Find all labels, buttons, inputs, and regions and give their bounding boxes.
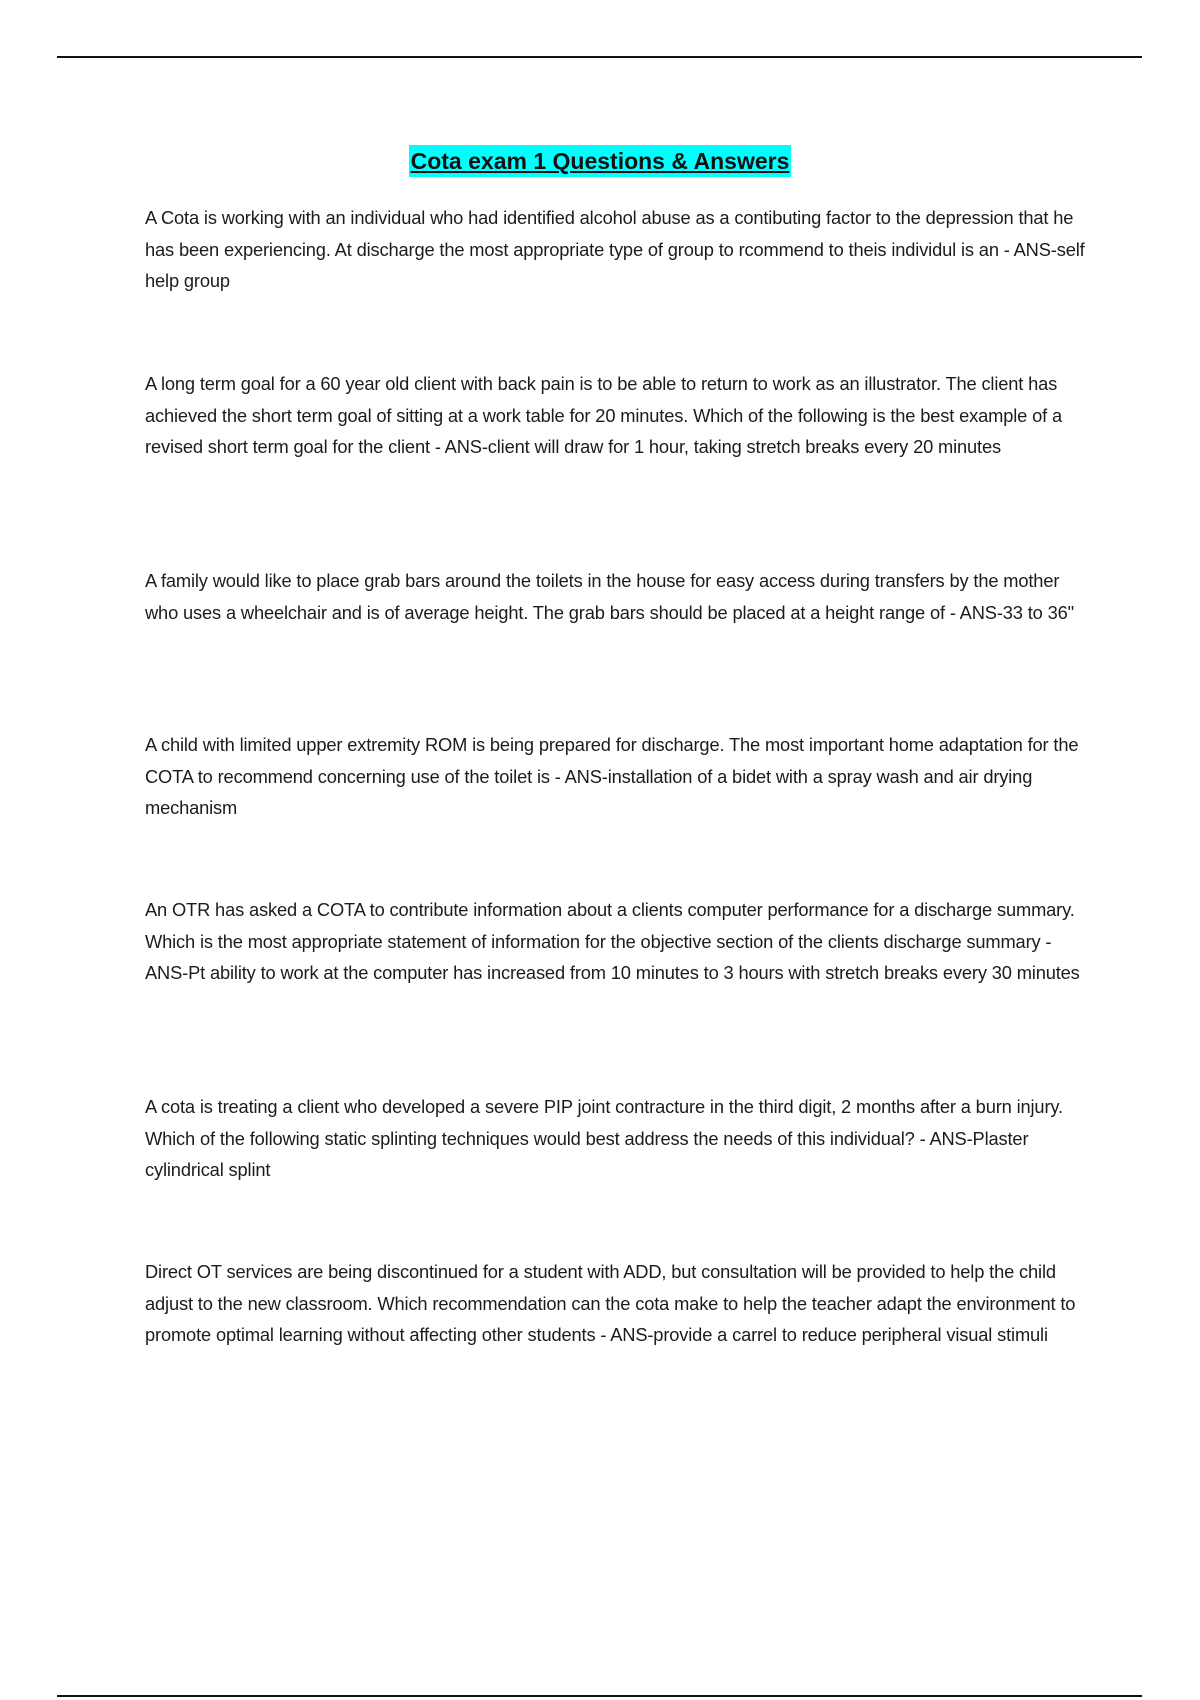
bottom-rule	[57, 1695, 1142, 1697]
qa-item-5: An OTR has asked a COTA to contribute information about a clients computer performance for a discharge summary. Which is the most appropriate statement of information for the objective section of the clients discharge summary - ANS-Pt ability to work at the computer has increased from 10 minutes to 3 hours with stretch breaks every 30 minutes	[145, 899, 1080, 983]
document-title: Cota exam 1 Questions & Answers	[409, 145, 792, 177]
top-rule	[57, 56, 1142, 58]
qa-item-1: A Cota is working with an individual who had identified alcohol abuse as a contibuting factor to the depression that he has been experiencing. At discharge the most appropriate type of group to rcommend to theis individul is an - ANS-self help group	[145, 207, 1085, 291]
qa-item-4: A child with limited upper extremity ROM is being prepared for discharge. The most important home adaptation for the COTA to recommend concerning use of the toilet is - ANS-installation of a bidet with a spray wash and air drying mechanism	[145, 734, 1079, 818]
qa-item-6: A cota is treating a client who developed a severe PIP joint contracture in the third digit, 2 months after a burn injury. Which of the following static splinting techniques would best address the needs of this individual? - ANS-Plaster cylindrical splint	[145, 1096, 1063, 1180]
title-container	[0, 145, 1200, 177]
qa-item-3: A family would like to place grab bars around the toilets in the house for easy access during transfers by the mother who uses a wheelchair and is of average height. The grab bars should be placed at a height range of - ANS-33 to 36"	[145, 570, 1074, 623]
qa-item-7: Direct OT services are being discontinued for a student with ADD, but consultation will be provided to help the child adjust to the new classroom. Which recommendation can the cota make to help the teacher adapt the environment to promote optimal learning without affecting other students - ANS-provide a carrel to reduce peripheral visual stimuli	[145, 1261, 1076, 1345]
qa-item-2: A long term goal for a 60 year old client with back pain is to be able to return to work as an illustrator. The client has achieved the short term goal of sitting at a work table for 20 minutes. Which of the following is the best example of a revised short term goal for the client - ANS-client will draw for 1 hour, taking stretch breaks every 20 minutes	[145, 373, 1063, 457]
